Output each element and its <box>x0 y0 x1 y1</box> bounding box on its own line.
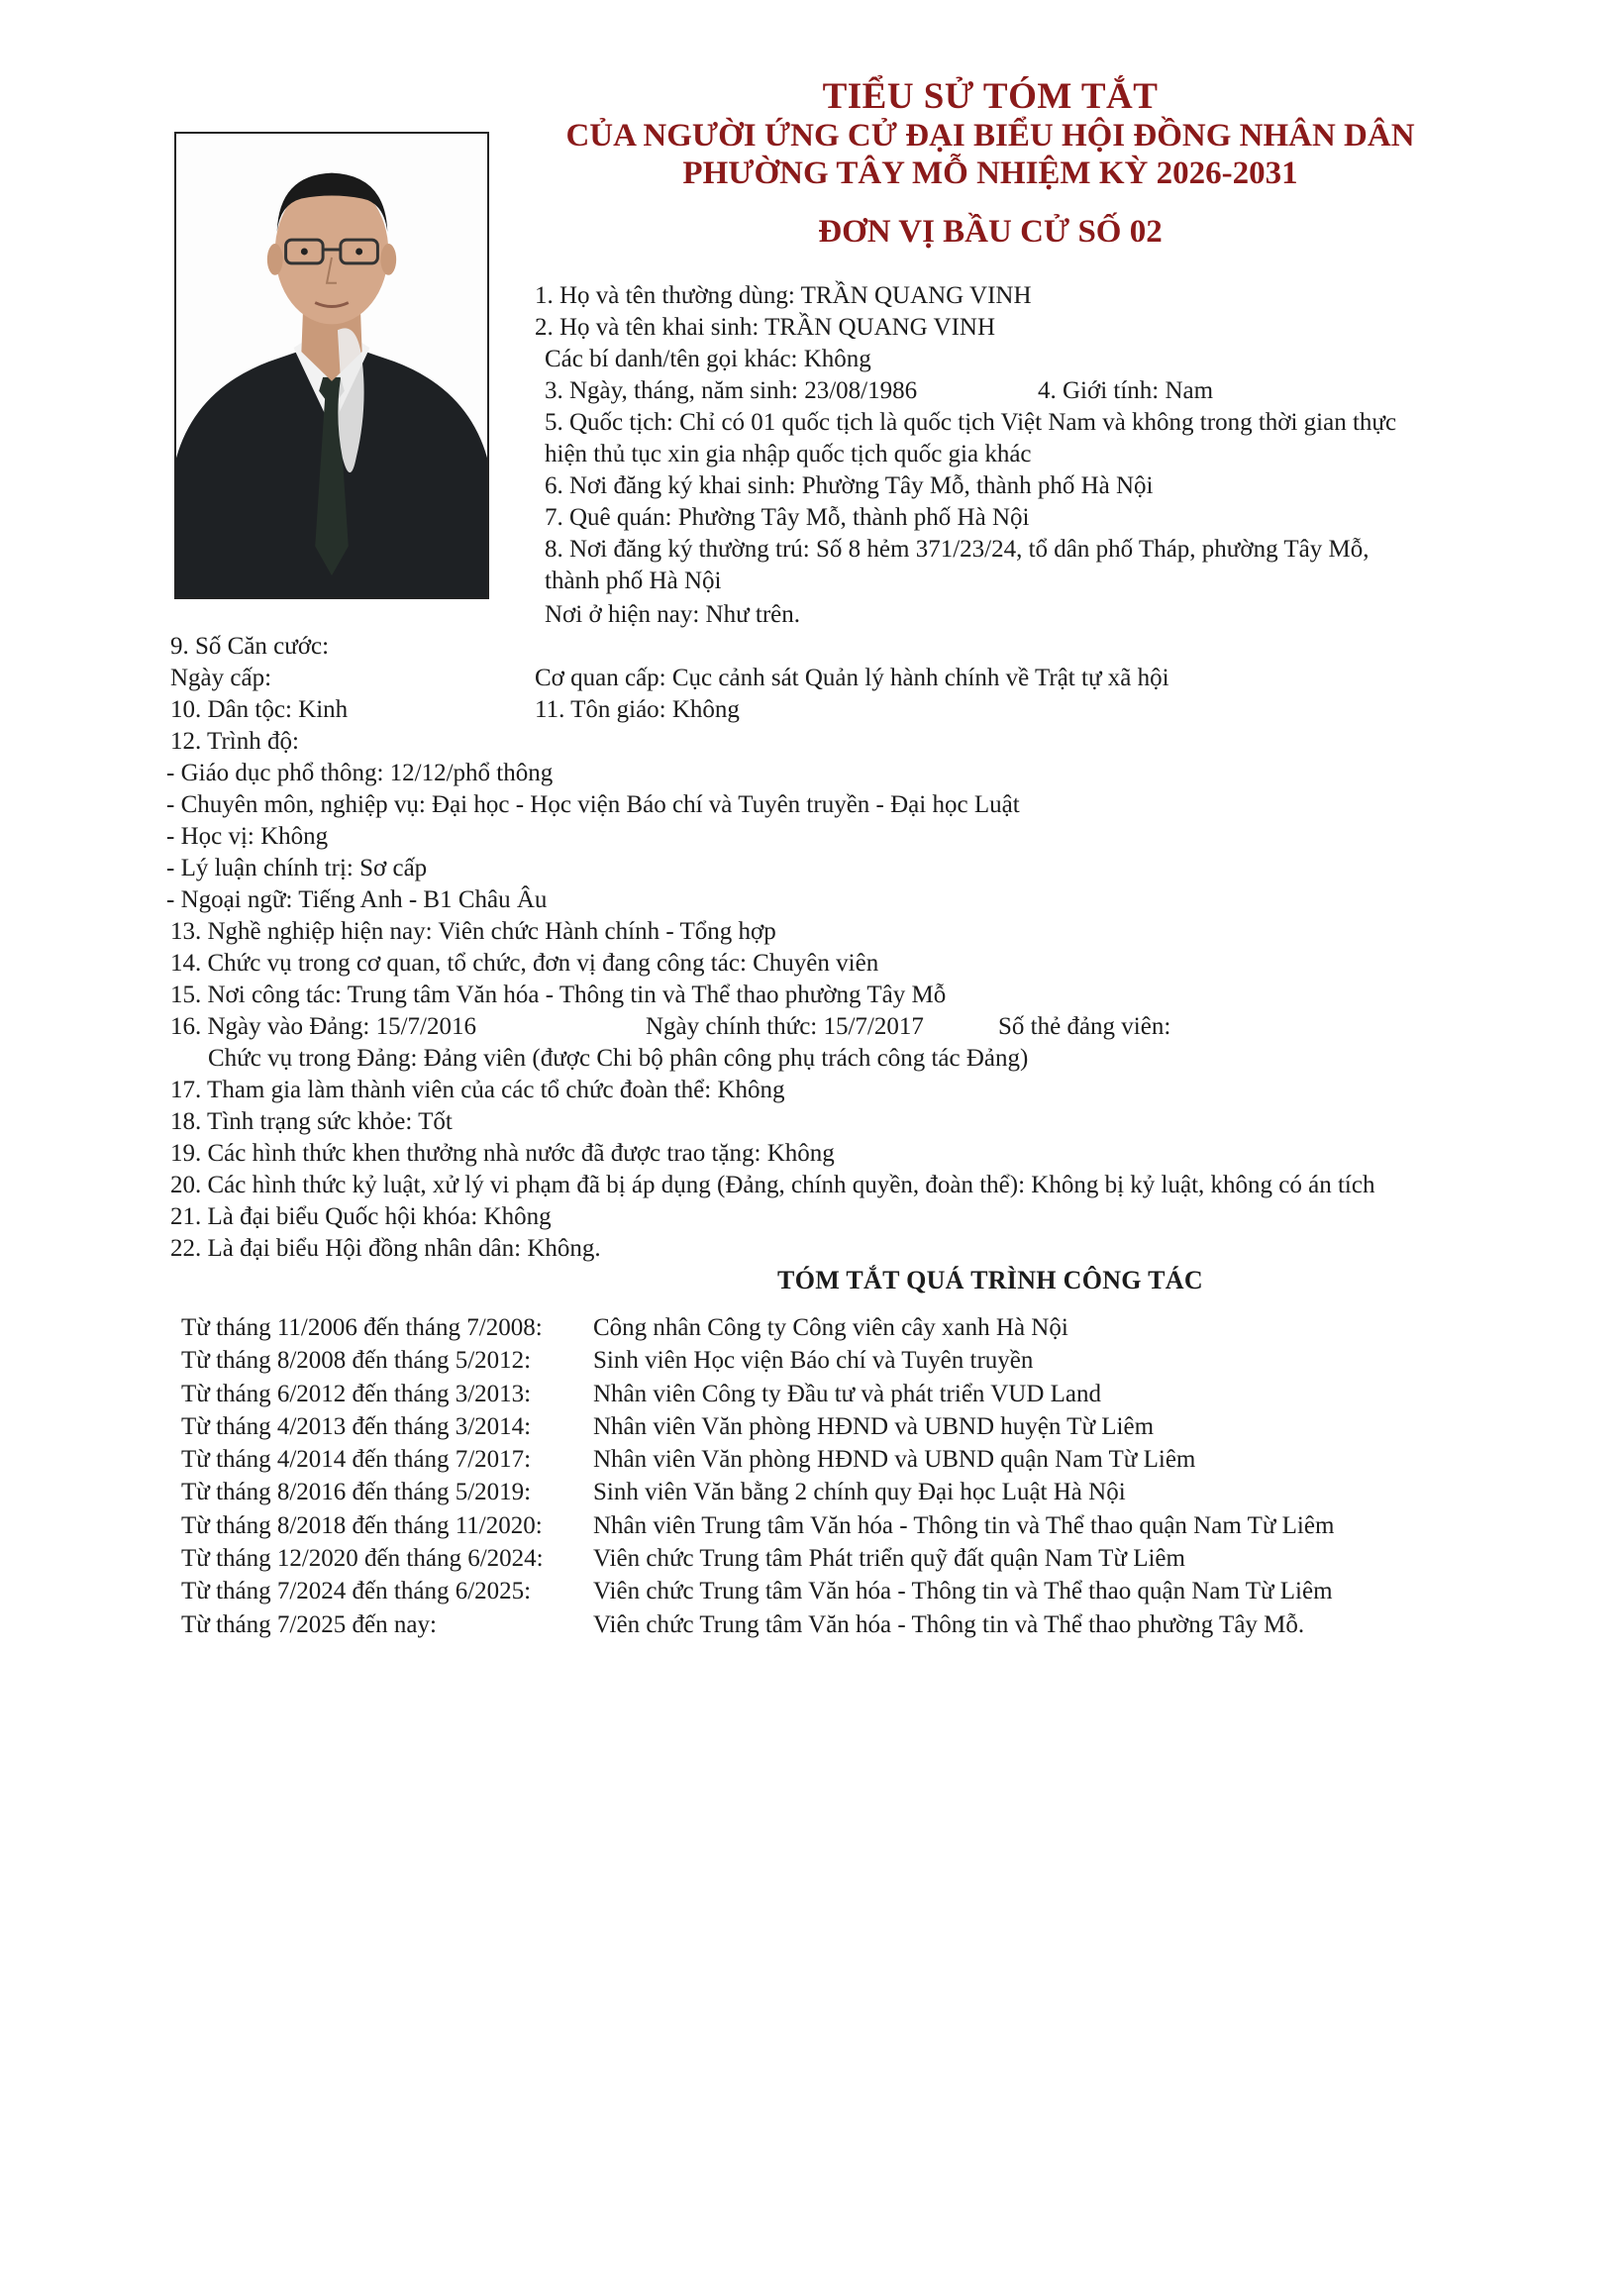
work-history-description: Nhân viên Văn phòng HĐND và UBND quận Nam Từ Liêm <box>593 1446 1196 1474</box>
work-history-period: Từ tháng 12/2020 đến tháng 6/2024: <box>181 1545 544 1573</box>
info-occupation: 13. Nghề nghiệp hiện nay: Viên chức Hành chính - Tổng hợp <box>170 918 776 945</box>
info-party-card-number: Số thẻ đảng viên: <box>998 1013 1171 1040</box>
document-subtitle-ward: PHƯỜNG TÂY MỖ NHIỆM KỲ 2026-2031 <box>682 155 1298 191</box>
work-history-period: Từ tháng 7/2025 đến nay: <box>181 1610 437 1638</box>
work-history-description: Nhân viên Trung tâm Văn hóa - Thông tin và Thể thao quận Nam Từ Liêm <box>593 1511 1335 1539</box>
work-history-period: Từ tháng 8/2016 đến tháng 5/2019: <box>181 1479 532 1506</box>
info-common-name: 1. Họ và tên thường dùng: TRẦN QUANG VINH <box>535 282 1032 309</box>
info-education-heading: 12. Trình độ: <box>170 728 299 755</box>
info-political-theory: - Lý luận chính trị: Sơ cấp <box>166 855 428 881</box>
info-ethnicity: 10. Dân tộc: Kinh <box>170 696 349 723</box>
work-history-description: Sinh viên Văn bằng 2 chính quy Đại học Luật Hà Nội <box>593 1479 1126 1506</box>
info-professional-education: - Chuyên môn, nghiệp vụ: Đại học - Học viện Báo chí và Tuyên truyền - Đại học Luật <box>166 791 1020 818</box>
info-discipline: 20. Các hình thức kỷ luật, xử lý vi phạm đã bị áp dụng (Đảng, chính quyền, đoàn thể): Không bị kỷ luật, không có án tích <box>170 1172 1375 1198</box>
work-history-row <box>181 1344 1469 1377</box>
portrait-photo <box>174 132 489 599</box>
work-history-description: Viên chức Trung tâm Phát triển quỹ đất quận Nam Từ Liêm <box>593 1545 1185 1573</box>
title-block <box>535 77 1446 252</box>
work-history-row <box>181 1378 1469 1410</box>
work-history-period: Từ tháng 4/2013 đến tháng 3/2014: <box>181 1412 532 1440</box>
info-general-education: - Giáo dục phổ thông: 12/12/phổ thông <box>166 760 554 786</box>
info-birth-registration: 6. Nơi đăng ký khai sinh: Phường Tây Mỗ, thành phố Hà Nội <box>545 472 1154 499</box>
work-history-list <box>181 1311 1469 1641</box>
work-history-title: TÓM TẮT QUÁ TRÌNH CÔNG TÁC <box>777 1266 1203 1294</box>
info-workplace: 15. Nơi công tác: Trung tâm Văn hóa - Thông tin và Thể thao phường Tây Mỗ <box>170 982 947 1008</box>
work-history-row <box>181 1509 1469 1542</box>
info-national-assembly: 21. Là đại biểu Quốc hội khóa: Không <box>170 1203 552 1230</box>
info-foreign-language: - Ngoại ngữ: Tiếng Anh - B1 Châu Âu <box>166 886 548 913</box>
info-gender: 4. Giới tính: Nam <box>1038 377 1214 404</box>
info-organizations: 17. Tham gia làm thành viên của các tổ chức đoàn thể: Không <box>170 1077 785 1103</box>
work-history-period: Từ tháng 8/2008 đến tháng 5/2012: <box>181 1347 532 1375</box>
work-history-description: Nhân viên Văn phòng HĐND và UBND huyện Từ Liêm <box>593 1412 1155 1440</box>
info-awards: 19. Các hình thức khen thưởng nhà nước đã được trao tặng: Không <box>170 1140 835 1167</box>
work-history-period: Từ tháng 6/2012 đến tháng 3/2013: <box>181 1380 532 1407</box>
info-current-address: Nơi ở hiện nay: Như trên. <box>545 601 800 628</box>
info-party-official-date: Ngày chính thức: 15/7/2017 <box>646 1013 924 1040</box>
document-title: TIỂU SỬ TÓM TẮT <box>822 76 1159 117</box>
work-history-description: Viên chức Trung tâm Văn hóa - Thông tin và Thể thao quận Nam Từ Liêm <box>593 1578 1333 1605</box>
info-nationality: 5. Quốc tịch: Chỉ có 01 quốc tịch là quốc tịch Việt Nam và không trong thời gian thực <box>545 409 1397 436</box>
work-history-description: Viên chức Trung tâm Văn hóa - Thông tin và Thể thao phường Tây Mỗ. <box>593 1610 1305 1638</box>
info-permanent-address: 8. Nơi đăng ký thường trú: Số 8 hẻm 371/23/24, tổ dân phố Tháp, phường Tây Mỗ, <box>545 536 1370 563</box>
work-history-row <box>181 1311 1469 1344</box>
work-history-period: Từ tháng 4/2014 đến tháng 7/2017: <box>181 1446 532 1474</box>
info-id-number: 9. Số Căn cước: <box>170 633 330 660</box>
work-history-description: Công nhân Công ty Công viên cây xanh Hà Nội <box>593 1314 1068 1341</box>
portrait-image <box>176 134 487 597</box>
work-history-row <box>181 1410 1469 1443</box>
work-history-row <box>181 1608 1469 1641</box>
document-subtitle: CỦA NGƯỜI ỨNG CỬ ĐẠI BIỂU HỘI ĐỒNG NHÂN DÂN <box>565 118 1415 154</box>
info-peoples-council: 22. Là đại biểu Hội đồng nhân dân: Không. <box>170 1235 601 1262</box>
info-religion: 11. Tôn giáo: Không <box>535 696 740 723</box>
info-party-position: Chức vụ trong Đảng: Đảng viên (được Chi bộ phân công phụ trách công tác Đảng) <box>208 1045 1029 1072</box>
work-history-period: Từ tháng 8/2018 đến tháng 11/2020: <box>181 1511 543 1539</box>
info-birthdate: 3. Ngày, tháng, năm sinh: 23/08/1986 <box>545 377 918 404</box>
work-history-row <box>181 1476 1469 1508</box>
info-birth-name: 2. Họ và tên khai sinh: TRẦN QUANG VINH <box>535 314 996 341</box>
info-issue-date: Ngày cấp: <box>170 665 272 691</box>
info-health: 18. Tình trạng sức khỏe: Tốt <box>170 1108 453 1135</box>
election-unit: ĐƠN VỊ BẦU CỬ SỐ 02 <box>818 214 1163 250</box>
info-party-join-date: 16. Ngày vào Đảng: 15/7/2016 <box>170 1013 476 1040</box>
info-nationality-cont: hiện thủ tục xin gia nhập quốc tịch quốc gia khác <box>545 441 1032 467</box>
work-history-description: Sinh viên Học viện Báo chí và Tuyên truyền <box>593 1347 1034 1375</box>
work-history-row <box>181 1542 1469 1575</box>
info-issuing-authority: Cơ quan cấp: Cục cảnh sát Quản lý hành chính về Trật tự xã hội <box>535 665 1169 691</box>
info-permanent-address-cont: thành phố Hà Nội <box>545 568 722 594</box>
info-degree: - Học vị: Không <box>166 823 329 850</box>
work-history-description: Nhân viên Công ty Đầu tư và phát triển VUD Land <box>593 1380 1101 1407</box>
info-aliases: Các bí danh/tên gọi khác: Không <box>545 346 871 372</box>
work-history-period: Từ tháng 7/2024 đến tháng 6/2025: <box>181 1578 532 1605</box>
info-hometown: 7. Quê quán: Phường Tây Mỗ, thành phố Hà Nội <box>545 504 1030 531</box>
work-history-row <box>181 1575 1469 1607</box>
info-position: 14. Chức vụ trong cơ quan, tổ chức, đơn vị đang công tác: Chuyên viên <box>170 950 879 977</box>
work-history-row <box>181 1443 1469 1476</box>
work-history-period: Từ tháng 11/2006 đến tháng 7/2008: <box>181 1314 543 1341</box>
